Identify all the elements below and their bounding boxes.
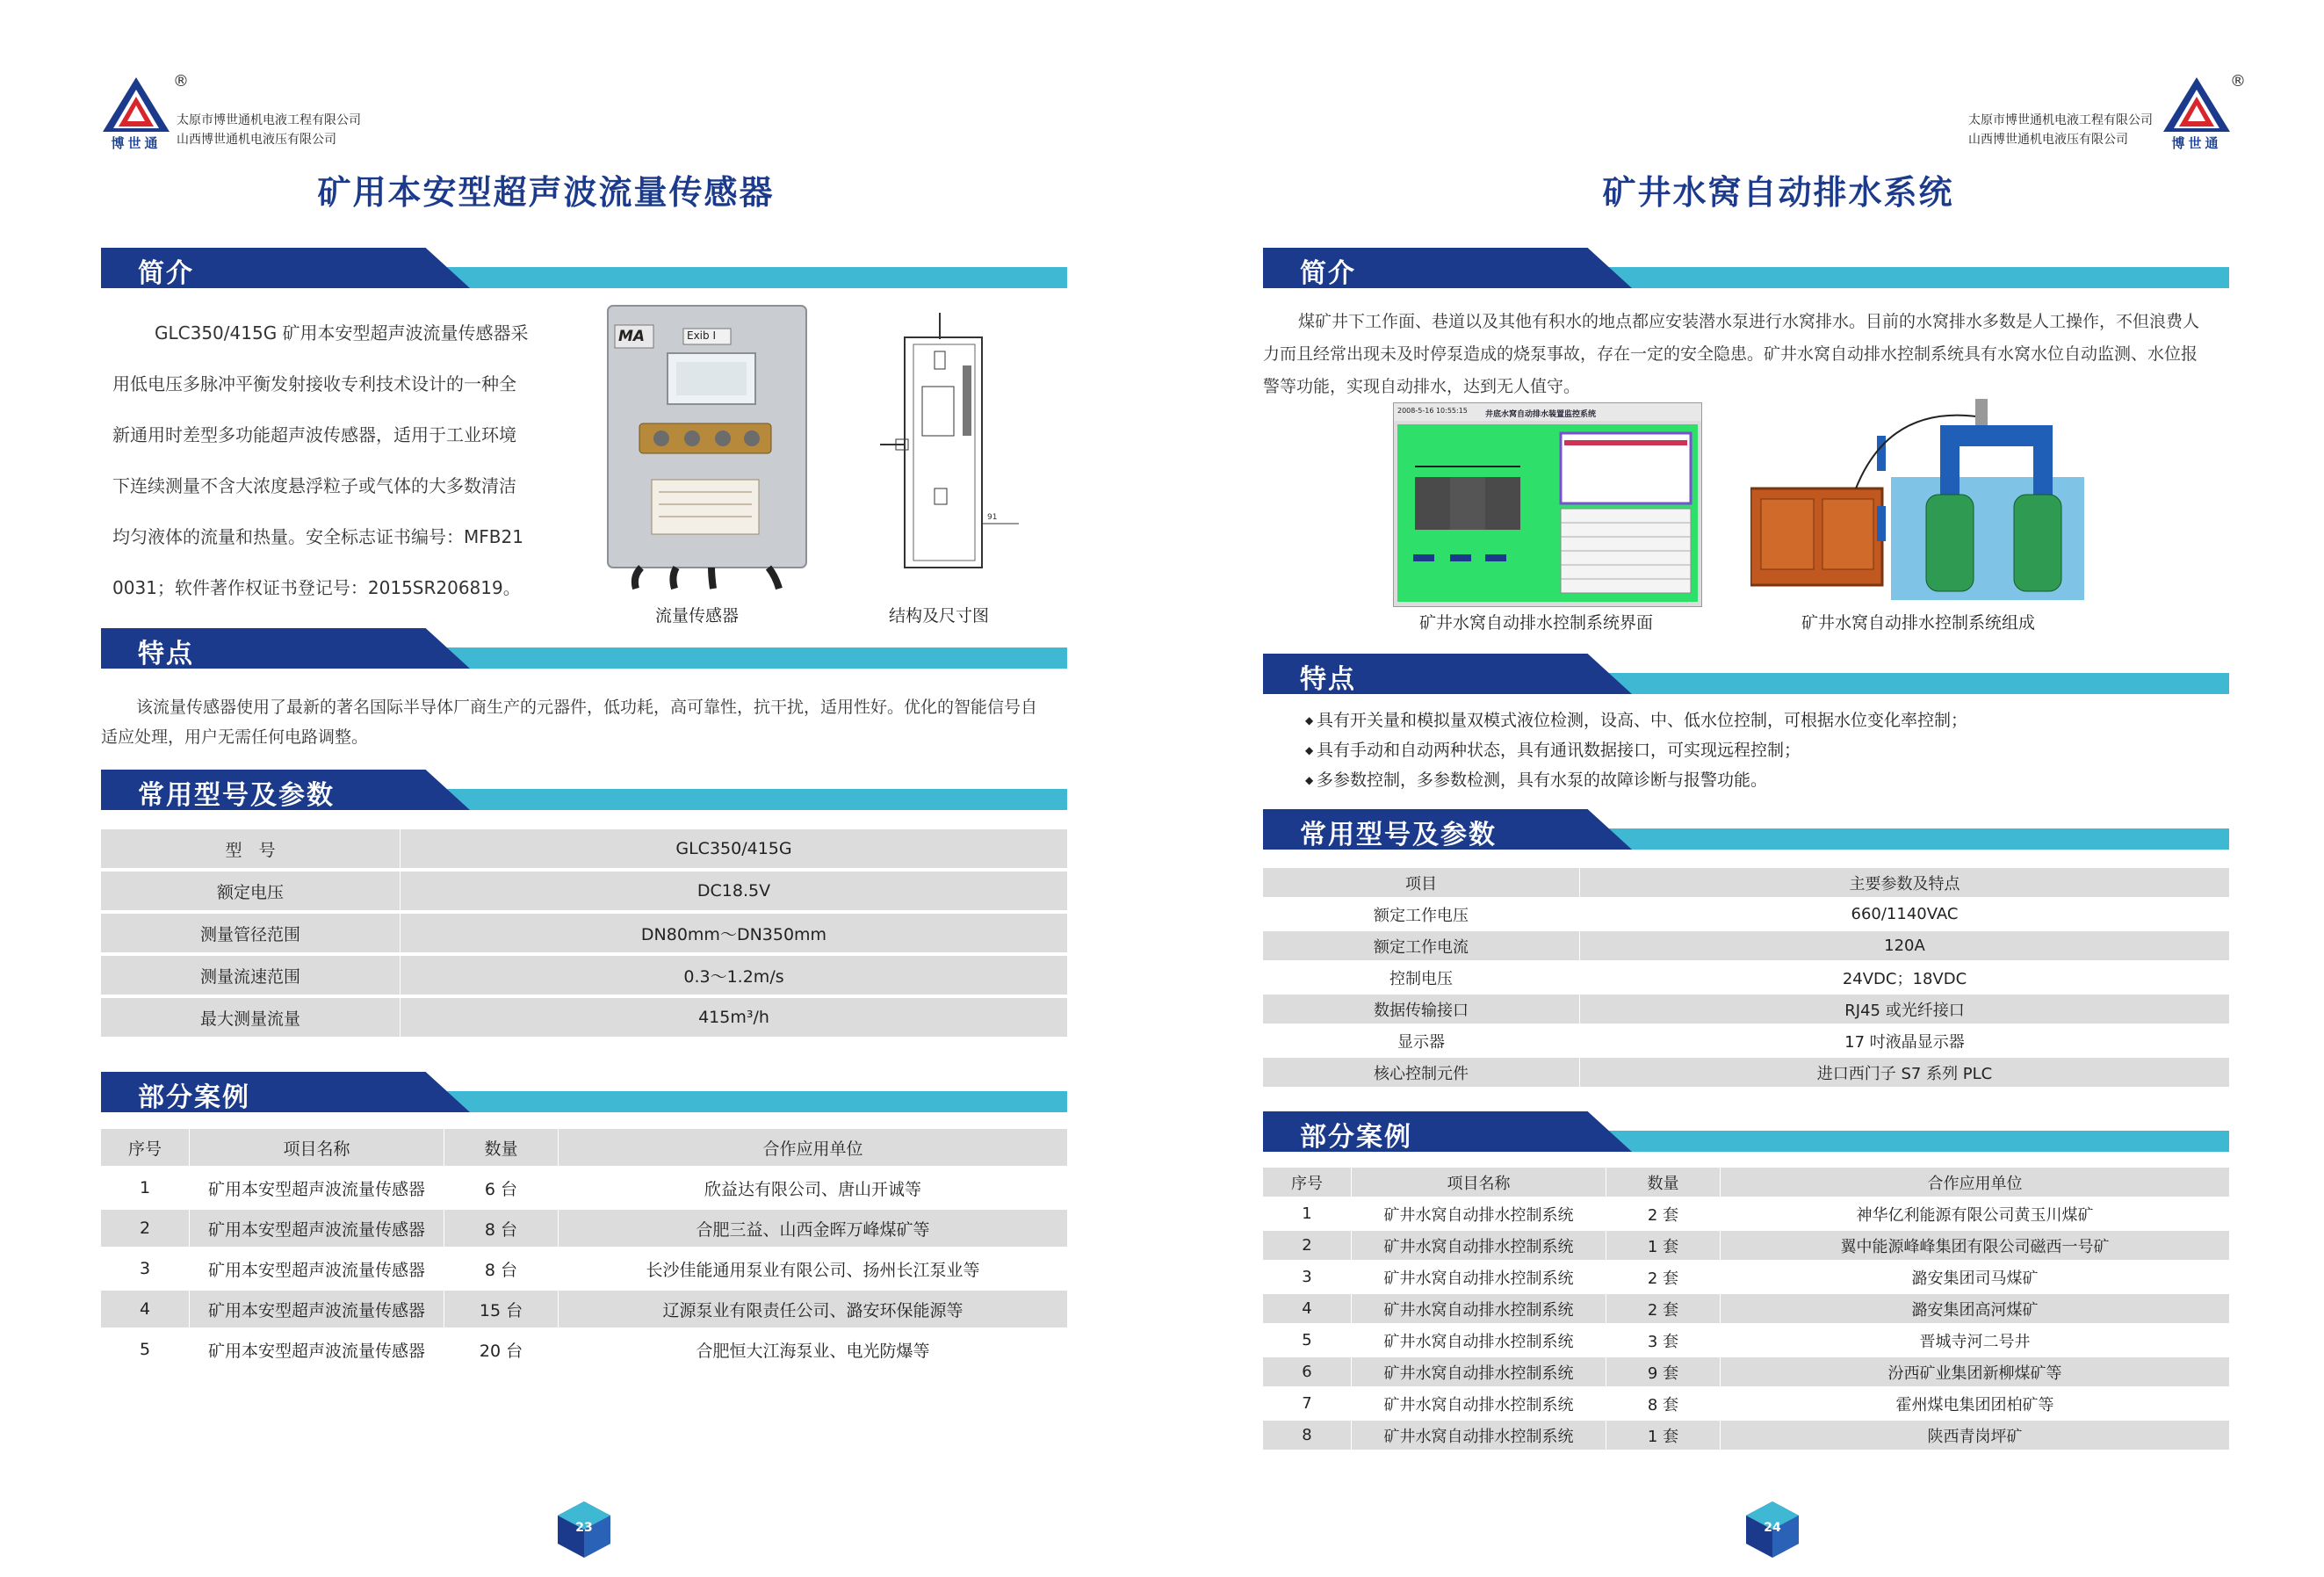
table-header-row [1263, 1168, 2229, 1197]
flow-sensor-image [606, 304, 808, 590]
params-table [1263, 865, 2229, 1089]
table-cell: 主要参数及特点 [1579, 868, 2229, 897]
table-cell: 660/1140VAC [1579, 900, 2229, 929]
table-cell: 矿井水窝自动排水控制系统 [1351, 1294, 1606, 1323]
table-cell: 20 台 [444, 1331, 558, 1368]
section-title: 常用型号及参数 [138, 780, 335, 811]
table-cell: 项目名称 [1351, 1168, 1606, 1197]
table-cell: 神华亿利能源有限公司黄玉川煤矿 [1720, 1199, 2229, 1228]
table-cell: RJ45 或光纤接口 [1579, 995, 2229, 1024]
table-cell: 1 [101, 1169, 189, 1206]
table-cell: 矿用本安型超声波流量传感器 [189, 1291, 444, 1327]
logo-mark [2162, 76, 2232, 155]
table-cell: 序号 [1263, 1168, 1351, 1197]
table-row [1263, 1421, 2229, 1450]
table-cell: 长沙佳能通用泵业有限公司、扬州长江泵业等 [558, 1250, 1067, 1287]
device-label: Exib Ⅰ [687, 329, 716, 342]
params-table [101, 826, 1067, 1040]
section-title: 特点 [138, 639, 194, 669]
company-name-2: 山西博世通机电液压有限公司 [1968, 133, 2128, 147]
screen-title: 井底水窝自动排水装置监控系统 [1485, 410, 1597, 419]
table-cell: 数据传输接口 [1263, 995, 1579, 1024]
section-header-features [1263, 654, 2229, 699]
table-row [101, 1210, 1067, 1247]
table-header-row [1263, 868, 2229, 897]
table-row [101, 1331, 1067, 1368]
table-row [1263, 1294, 2229, 1323]
table-cell: 额定电压 [101, 872, 400, 910]
table-cell: 8 套 [1606, 1389, 1720, 1418]
dimension-label: 91 [987, 513, 998, 522]
intro-line: 煤矿井下工作面、巷道以及其他有积水的地点都应安装潜水泵进行水窝排水。目前的水窝排水多数是人工操作，不但浪费人 [1298, 312, 2200, 331]
section-title: 部分案例 [138, 1082, 250, 1113]
table-row [101, 829, 1067, 868]
intro-line: 均匀液体的流量和热量。安全标志证书编号：MFB21 [112, 526, 523, 547]
logo-triangle-icon [2162, 76, 2232, 134]
features-text [101, 692, 1067, 752]
table-cell: 矿井水窝自动排水控制系统 [1351, 1231, 1606, 1260]
intro-line: 警等功能，实现自动排水，达到无人值守。 [1263, 377, 1581, 396]
page-number: 23 [575, 1521, 593, 1535]
table-cell: 矿用本安型超声波流量传感器 [189, 1169, 444, 1206]
table-row [1263, 1357, 2229, 1386]
structure-drawing [878, 313, 1019, 576]
features-line: 该流量传感器使用了最新的著名国际半导体厂商生产的元器件，低功耗，高可靠性，抗干扰，适用性好。优化的智能信号自 [136, 698, 1038, 717]
intro-text [1263, 306, 2229, 403]
section-title: 部分案例 [1300, 1122, 1412, 1153]
table-cell: 7 [1263, 1389, 1351, 1418]
table-cell: 1 套 [1606, 1421, 1720, 1450]
section-title: 常用型号及参数 [1300, 820, 1497, 850]
registered-mark: ® [2230, 72, 2246, 90]
table-cell: 潞安集团高河煤矿 [1720, 1294, 2229, 1323]
table-cell: 矿用本安型超声波流量传感器 [189, 1331, 444, 1368]
feature-item: ◆ 多参数控制，多参数检测，具有水泵的故障诊断与报警功能。 [1305, 765, 1967, 795]
table-row [1263, 900, 2229, 929]
table-cell: DC18.5V [400, 872, 1067, 910]
cases-table [101, 1125, 1067, 1371]
table-row [1263, 1262, 2229, 1291]
table-cell: 17 吋液晶显示器 [1579, 1026, 2229, 1055]
table-cell: 415m³/h [400, 998, 1067, 1037]
table-cell: 0.3～1.2m/s [400, 956, 1067, 995]
caption-system: 矿井水窝自动排水控制系统组成 [1801, 613, 2036, 633]
page-title: 矿用本安型超声波流量传感器 [317, 173, 775, 212]
table-cell: 矿井水窝自动排水控制系统 [1351, 1389, 1606, 1418]
section-title: 简介 [1300, 258, 1356, 289]
table-cell: 合作应用单位 [1720, 1168, 2229, 1197]
table-cell: 2 [101, 1210, 189, 1247]
table-cell: 矿井水窝自动排水控制系统 [1351, 1421, 1606, 1450]
intro-line: 力而且经常出现未及时停泵造成的烧泵事故，存在一定的安全隐患。矿井水窝自动排水控制系统具有水窝水位自动监测、水位报 [1263, 344, 2198, 364]
table-cell: 矿用本安型超声波流量传感器 [189, 1210, 444, 1247]
table-cell: 序号 [101, 1129, 189, 1166]
table-row [1263, 931, 2229, 960]
right-page [1162, 0, 2324, 1577]
logo-triangle-icon [101, 76, 171, 134]
table-cell: 8 台 [444, 1210, 558, 1247]
section-title: 特点 [1300, 664, 1356, 695]
company-name-1: 太原市博世通机电液工程有限公司 [177, 113, 361, 127]
table-cell: 3 [1263, 1262, 1351, 1291]
section-title: 简介 [138, 258, 194, 289]
table-cell: 1 套 [1606, 1231, 1720, 1260]
table-cell: 测量管径范围 [101, 914, 400, 952]
table-cell: 4 [1263, 1294, 1351, 1323]
table-cell: 项目名称 [189, 1129, 444, 1166]
control-ui-image [1393, 402, 1702, 607]
table-row [101, 1169, 1067, 1206]
company-logo [101, 72, 417, 155]
table-cell: 24VDC；18VDC [1579, 963, 2229, 992]
intro-line: 用低电压多脉冲平衡发射接收专利技术设计的一种全 [112, 373, 516, 394]
table-cell: 汾西矿业集团新柳煤矿等 [1720, 1357, 2229, 1386]
table-cell: 3 套 [1606, 1326, 1720, 1355]
table-cell: 数量 [1606, 1168, 1720, 1197]
features-list [1305, 705, 1967, 795]
section-header-params [1263, 809, 2229, 855]
table-cell: 5 [1263, 1326, 1351, 1355]
table-row [101, 872, 1067, 910]
company-names [177, 111, 361, 149]
section-header-intro [101, 248, 1067, 293]
intro-text [112, 307, 587, 613]
table-row [1263, 995, 2229, 1024]
table-row [1263, 1326, 2229, 1355]
logo-brand: 博世通 [111, 135, 162, 151]
company-logo [1916, 72, 2246, 155]
table-cell: 翼中能源峰峰集团有限公司磁西一号矿 [1720, 1231, 2229, 1260]
feature-item: ◆ 具有开关量和模拟量双模式液位检测，设高、中、低水位控制，可根据水位变化率控制； [1305, 705, 1967, 735]
table-cell: 测量流速范围 [101, 956, 400, 995]
table-row [1263, 1389, 2229, 1418]
table-cell: 欣益达有限公司、唐山开诚等 [558, 1169, 1067, 1206]
screen-time: 2008-5-16 10:55:15 [1397, 407, 1468, 415]
table-cell: 最大测量流量 [101, 998, 400, 1037]
company-names [1968, 111, 2153, 149]
table-cell: 120A [1579, 931, 2229, 960]
section-header-params [101, 770, 1067, 815]
page-number: 24 [1764, 1521, 1781, 1535]
table-cell: 矿井水窝自动排水控制系统 [1351, 1357, 1606, 1386]
section-header-intro [1263, 248, 2229, 293]
table-row [101, 1250, 1067, 1287]
table-cell: 2 套 [1606, 1294, 1720, 1323]
table-cell: 8 台 [444, 1250, 558, 1287]
company-name-1: 太原市博世通机电液工程有限公司 [1968, 113, 2153, 127]
table-cell: 控制电压 [1263, 963, 1579, 992]
registered-mark: ® [173, 72, 189, 90]
table-cell: 2 套 [1606, 1199, 1720, 1228]
intro-line: 下连续测量不含大浓度悬浮粒子或气体的大多数清洁 [112, 475, 516, 496]
table-cell: 1 [1263, 1199, 1351, 1228]
table-cell: 潞安集团司马煤矿 [1720, 1262, 2229, 1291]
table-cell: GLC350/415G [400, 829, 1067, 868]
caption-structure: 结构及尺寸图 [889, 606, 990, 626]
table-cell: 项目 [1263, 868, 1579, 897]
feature-item: ◆ 具有手动和自动两种状态，具有通讯数据接口，可实现远程控制； [1305, 735, 1967, 765]
cases-table [1263, 1165, 2229, 1452]
caption-sensor: 流量传感器 [655, 606, 740, 626]
table-cell: 型 号 [101, 829, 400, 868]
table-cell: 6 [1263, 1357, 1351, 1386]
logo-brand: 博世通 [2171, 135, 2222, 151]
section-header-cases [1263, 1111, 2229, 1157]
table-row [101, 998, 1067, 1037]
table-cell: 4 [101, 1291, 189, 1327]
table-cell: 6 台 [444, 1169, 558, 1206]
intro-line: 0031；软件著作权证书登记号：2015SR206819。 [112, 577, 521, 598]
table-cell: 核心控制元件 [1263, 1058, 1579, 1087]
table-cell: DN80mm～DN350mm [400, 914, 1067, 952]
intro-line: GLC350/415G 矿用本安型超声波流量传感器采 [155, 322, 529, 344]
table-cell: 3 [101, 1250, 189, 1287]
table-cell: 9 套 [1606, 1357, 1720, 1386]
system-composition-image [1750, 394, 2084, 600]
logo-mark [101, 76, 171, 155]
table-cell: 合肥三益、山西金晖万峰煤矿等 [558, 1210, 1067, 1247]
company-name-2: 山西博世通机电液压有限公司 [177, 133, 336, 147]
table-cell: 15 台 [444, 1291, 558, 1327]
table-row [101, 914, 1067, 952]
table-row [1263, 1231, 2229, 1260]
section-header-cases [101, 1072, 1067, 1118]
intro-line: 新通用时差型多功能超声波传感器，适用于工业环境 [112, 424, 516, 445]
table-cell: 2 套 [1606, 1262, 1720, 1291]
table-row [1263, 1058, 2229, 1087]
table-row [1263, 1026, 2229, 1055]
page-number-badge [1737, 1498, 1808, 1561]
table-cell: 矿井水窝自动排水控制系统 [1351, 1326, 1606, 1355]
features-line: 适应处理，用户无需任何电路调整。 [101, 727, 369, 747]
table-row [101, 1291, 1067, 1327]
caption-ui: 矿井水窝自动排水控制系统界面 [1419, 613, 1654, 633]
table-row [101, 956, 1067, 995]
table-cell: 2 [1263, 1231, 1351, 1260]
table-row [1263, 1199, 2229, 1228]
table-cell: 矿用本安型超声波流量传感器 [189, 1250, 444, 1287]
table-cell: 显示器 [1263, 1026, 1579, 1055]
table-cell: 数量 [444, 1129, 558, 1166]
table-header-row [101, 1129, 1067, 1166]
table-cell: 合肥恒大江海泵业、电光防爆等 [558, 1331, 1067, 1368]
table-cell: 辽源泵业有限责任公司、潞安环保能源等 [558, 1291, 1067, 1327]
table-cell: 霍州煤电集团团柏矿等 [1720, 1389, 2229, 1418]
page-title: 矿井水窝自动排水系统 [1602, 173, 1954, 212]
table-cell: 陕西青岗坪矿 [1720, 1421, 2229, 1450]
page-number-badge [549, 1498, 619, 1561]
table-cell: 8 [1263, 1421, 1351, 1450]
table-row [1263, 963, 2229, 992]
table-cell: 矿井水窝自动排水控制系统 [1351, 1262, 1606, 1291]
table-cell: 合作应用单位 [558, 1129, 1067, 1166]
table-cell: 矿井水窝自动排水控制系统 [1351, 1199, 1606, 1228]
section-header-features [101, 628, 1067, 674]
device-badge: MA [618, 328, 646, 345]
table-cell: 额定工作电流 [1263, 931, 1579, 960]
table-cell: 晋城寺河二号井 [1720, 1326, 2229, 1355]
table-cell: 5 [101, 1331, 189, 1368]
table-cell: 进口西门子 S7 系列 PLC [1579, 1058, 2229, 1087]
table-cell: 额定工作电压 [1263, 900, 1579, 929]
